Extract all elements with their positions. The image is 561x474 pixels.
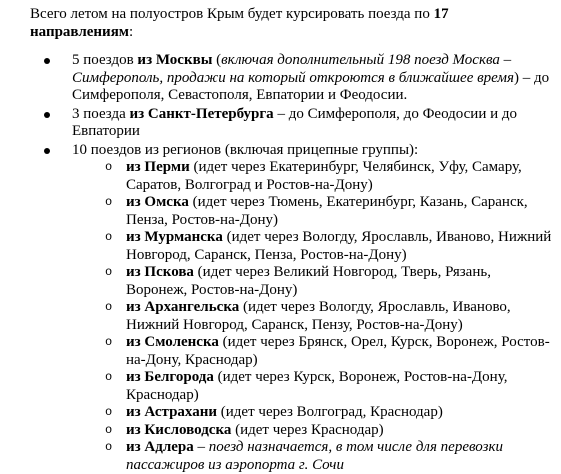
item-lead: 10 поездов из регионов (включая прицепные группы): [72, 142, 418, 158]
list-item [126, 422, 553, 440]
list-item-regions [72, 142, 553, 474]
list-item [126, 299, 553, 334]
item-lead: 5 поездов [72, 52, 137, 68]
routes-list [30, 52, 553, 474]
intro-tail: : [129, 24, 133, 40]
list-item [126, 404, 553, 422]
item-rest: (идет через Курск, Воронеж, Ростов-на-Дону, Краснодар) [126, 369, 507, 403]
item-origin: из Смоленска [126, 334, 219, 350]
item-rest: (идет через Брянск, Орел, Курск, Воронеж, Ростов-на-Дону, Краснодар) [126, 334, 550, 368]
item-lead: 3 поезда [72, 106, 130, 122]
intro-text: Всего летом на полуостров Крым будет курсировать поезда по [30, 6, 434, 22]
list-item [126, 439, 553, 474]
item-rest: – до Симферополя, до Феодосии и до Евпатории [72, 106, 517, 140]
list-item-moscow [72, 52, 553, 105]
list-item [126, 334, 553, 369]
item-origin: из Мурманска [126, 229, 223, 245]
item-origin: из Санкт-Петербурга [130, 106, 274, 122]
item-origin: из Москвы [137, 52, 212, 68]
list-item [126, 264, 553, 299]
intro-paragraph [30, 6, 553, 41]
item-origin: из Архангельска [126, 299, 239, 315]
item-rest: (идет через Екатеринбург, Челябинск, Уфу, Самару, Саратов, Волгоград и Ростов-на-Дону) [126, 159, 522, 193]
item-rest: (идет через Великий Новгород, Тверь, Рязань, Воронеж, Ростов-на-Дону) [126, 264, 491, 298]
item-origin: из Белгорода [126, 369, 214, 385]
list-item [126, 369, 553, 404]
list-item [126, 229, 553, 264]
regions-sublist [72, 159, 553, 474]
item-origin: из Перми [126, 159, 190, 175]
item-rest: (идет через Тюмень, Екатеринбург, Казань, Саранск, Пенза, Ростов-на-Дону) [126, 194, 528, 228]
item-rest: – [194, 439, 209, 455]
item-origin: из Кисловодска [126, 422, 231, 438]
item-paren-open: ( [212, 52, 221, 68]
list-item [126, 194, 553, 229]
item-origin: из Астрахани [126, 404, 217, 420]
item-origin: из Омска [126, 194, 189, 210]
item-rest: ) – до Симферополя, Севастополя, Евпатории и Феодосии. [72, 70, 549, 104]
list-item [126, 159, 553, 194]
item-rest: (идет через Краснодар) [231, 422, 383, 438]
item-note: включая дополнительный 198 поезд Москва – Симферополь, продажи на который откроются в ближайшее время [72, 52, 514, 86]
item-rest: (идет через Вологду, Ярославль, Иваново, Нижний Новгород, Саранск, Пенза, Ростов-на-Дону) [126, 229, 551, 263]
item-note: поезд назначается, в том числе для перевозки пассажиров из аэропорта г. Сочи [126, 439, 503, 473]
item-origin: из Адлера [126, 439, 194, 455]
list-item-spb [72, 106, 553, 141]
item-origin: из Пскова [126, 264, 194, 280]
item-rest: (идет через Вологду, Ярославль, Иваново, Нижний Новгород, Саранск, Пензу, Ростов-на-Дону) [126, 299, 511, 333]
item-rest: (идет через Волгоград, Краснодар) [217, 404, 443, 420]
intro-highlight: 17 направлениям [30, 6, 449, 40]
